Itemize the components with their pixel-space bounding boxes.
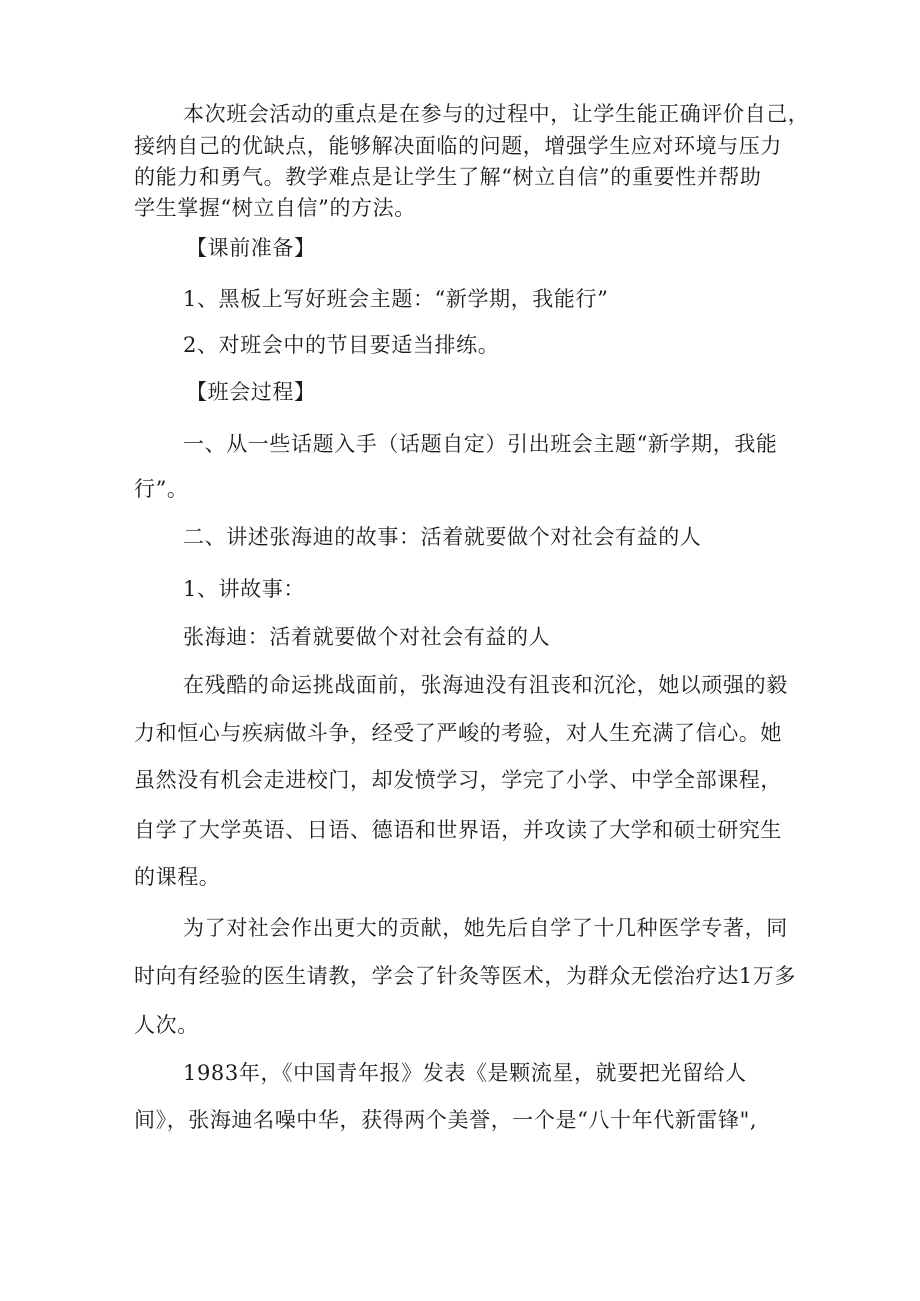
story-p1-line-4: 自学了大学英语、日语、德语和世界语，并攻读了大学和硕士研究生 <box>134 818 782 842</box>
story-p1-line-5: 的课程。 <box>134 865 221 889</box>
story-p2-line-3: 人次。 <box>134 1013 199 1037</box>
story-label: 1、讲故事： <box>183 577 305 601</box>
step-1-line-1: 一、从一些话题入手（话题自定）引出班会主题“新学期，我能 <box>183 432 778 456</box>
story-p3-line-1: 1983年，《中国青年报》发表《是颗流星，就要把光留给人 <box>183 1061 747 1085</box>
process-heading: 【班会过程】 <box>186 380 316 404</box>
story-title: 张海迪：活着就要做个对社会有益的人 <box>183 625 551 649</box>
prep-item-1: 1、黑板上写好班会主题：“新学期，我能行” <box>183 287 609 311</box>
intro-line-3: 的能力和勇气。教学难点是让学生了解“树立自信”的重要性并帮助 <box>134 165 762 189</box>
prep-item-2: 2、对班会中的节目要适当排练。 <box>183 333 500 357</box>
story-p2-line-1: 为了对社会作出更大的贡献，她先后自学了十几种医学专著，同 <box>183 916 788 940</box>
intro-line-1: 本次班会活动的重点是在参与的过程中，让学生能正确评价自己， <box>183 102 810 126</box>
story-p1-line-3: 虽然没有机会走进校门，却发愤学习，学完了小学、中学全部课程， <box>134 768 782 792</box>
story-p3-line-2: 间》，张海迪名噪中华，获得两个美誉，一个是“八十年代新雷锋", <box>134 1108 758 1132</box>
intro-line-2: 接纳自己的优缺点，能够解决面临的问题，增强学生应对环境与压力 <box>134 134 782 158</box>
story-p1-line-1: 在残酷的命运挑战面前，张海迪没有沮丧和沉沦，她以顽强的毅 <box>183 673 788 697</box>
step-2: 二、讲述张海迪的故事：活着就要做个对社会有益的人 <box>183 525 702 549</box>
intro-line-4: 学生掌握“树立自信”的方法。 <box>134 196 416 220</box>
story-p1-line-2: 力和恒心与疾病做斗争，经受了严峻的考验，对人生充满了信心。她 <box>134 721 782 745</box>
story-p2-line-2: 时向有经验的医生请教，学会了针灸等医术，为群众无偿治疗达1万多 <box>134 964 796 988</box>
prep-heading: 【课前准备】 <box>186 236 316 260</box>
step-1-line-2: 行”。 <box>134 477 189 501</box>
